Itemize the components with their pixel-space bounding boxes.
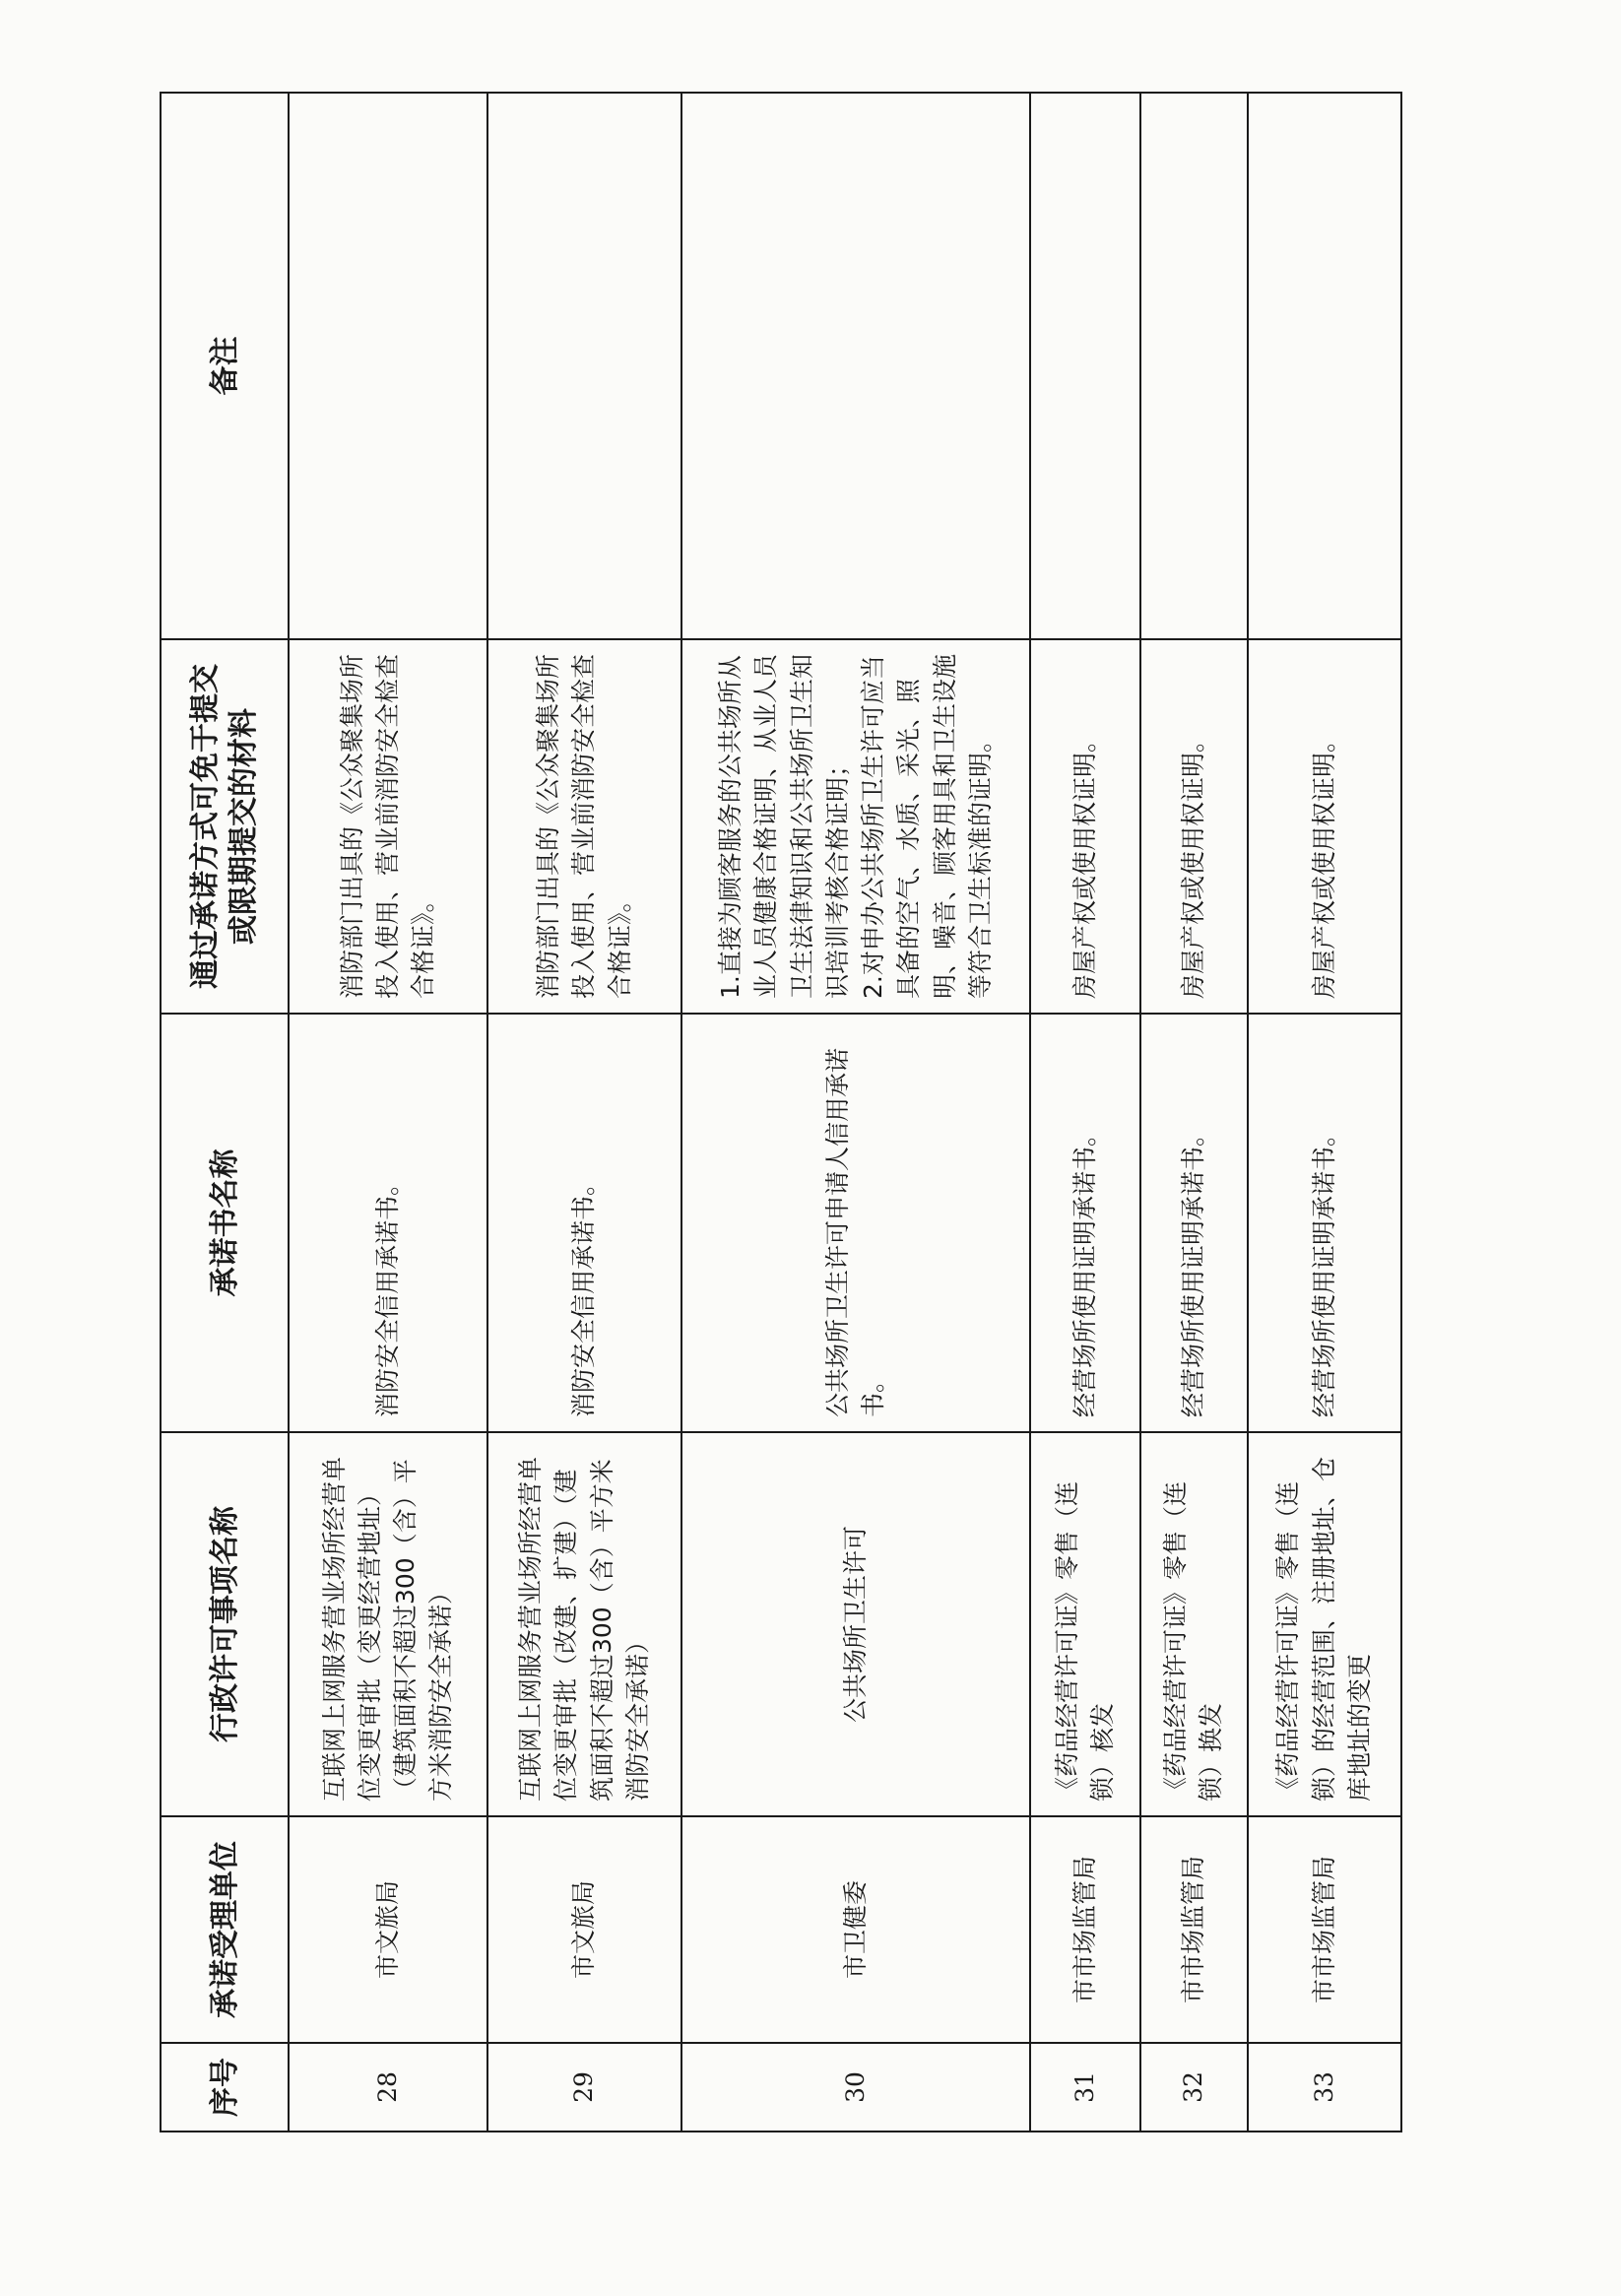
row-remarks xyxy=(1140,93,1248,639)
row-item: 互联网上网服务营业场所经营单位变更审批（变更经营地址）（建筑面积不超过300（含）平方米消防安全承诺） xyxy=(289,1432,487,1816)
row-unit: 市市场监管局 xyxy=(1030,1816,1140,2043)
row-pledge: 消防安全信用承诺书。 xyxy=(289,1014,487,1432)
row-materials xyxy=(681,639,1030,1014)
row-materials xyxy=(1140,639,1248,1014)
table-row xyxy=(1248,93,1401,2132)
row-remarks xyxy=(1030,93,1140,639)
row-remarks xyxy=(487,93,681,639)
row-seq: 29 xyxy=(487,2043,681,2132)
material-line: 消防部门出具的《公众聚集场所投入使用、营业前消防安全检查合格证》。 xyxy=(337,653,438,999)
row-seq: 31 xyxy=(1030,2043,1140,2132)
row-pledge: 消防安全信用承诺书。 xyxy=(487,1014,681,1432)
row-unit: 市卫健委 xyxy=(681,1816,1030,2043)
material-line: 房屋产权或使用权证明。 xyxy=(1309,727,1338,999)
row-unit: 市市场监管局 xyxy=(1140,1816,1248,2043)
material-line: 房屋产权或使用权证明。 xyxy=(1070,727,1100,999)
header-unit: 承诺受理单位 xyxy=(161,1816,289,2043)
row-materials xyxy=(1248,639,1401,1014)
row-item: 互联网上网服务营业场所经营单位变更审批（改建、扩建）（建筑面积不超过300（含）平方米消防安全承诺） xyxy=(487,1432,681,1816)
row-remarks xyxy=(289,93,487,639)
header-remarks: 备注 xyxy=(161,93,289,639)
row-remarks xyxy=(681,93,1030,639)
header-item: 行政许可事项名称 xyxy=(161,1432,289,1816)
table-row xyxy=(289,93,487,2132)
row-seq: 32 xyxy=(1140,2043,1248,2132)
row-pledge: 经营场所使用证明承诺书。 xyxy=(1140,1014,1248,1432)
row-pledge: 公共场所卫生许可申请人信用承诺书。 xyxy=(681,1014,1030,1432)
table-row xyxy=(681,93,1030,2132)
row-pledge: 经营场所使用证明承诺书。 xyxy=(1248,1014,1401,1432)
row-unit: 市文旅局 xyxy=(289,1816,487,2043)
row-materials xyxy=(487,639,681,1014)
row-item: 《药品经营许可证》零售（连锁）的经营范围、注册地址、仓库地址的变更 xyxy=(1248,1432,1401,1816)
row-remarks xyxy=(1248,93,1401,639)
header-pledge: 承诺书名称 xyxy=(161,1014,289,1432)
row-seq: 33 xyxy=(1248,2043,1401,2132)
material-line: 消防部门出具的《公众聚集场所投入使用、营业前消防安全检查合格证》。 xyxy=(534,653,634,999)
material-line: 房屋产权或使用权证明。 xyxy=(1179,727,1208,999)
row-materials xyxy=(1030,639,1140,1014)
header-row xyxy=(161,93,289,2132)
header-materials: 通过承诺方式可免于提交或限期提交的材料 xyxy=(161,639,289,1014)
row-seq: 30 xyxy=(681,2043,1030,2132)
commitment-table xyxy=(160,92,1402,2132)
material-line: 2.对申办公共场所卫生许可应当具备的空气、水质、采光、照明、噪音、顾客用具和卫生设施等符合卫生标准的证明。 xyxy=(859,653,995,999)
row-unit: 市市场监管局 xyxy=(1248,1816,1401,2043)
row-item: 公共场所卫生许可 xyxy=(681,1432,1030,1816)
header-seq: 序号 xyxy=(161,2043,289,2132)
row-item: 《药品经营许可证》零售（连锁）核发 xyxy=(1030,1432,1140,1816)
material-line: 1.直接为顾客服务的公共场所从业人员健康合格证明、从业人员卫生法律知识和公共场所卫生知识培训考核合格证明； xyxy=(716,653,852,999)
row-pledge: 经营场所使用证明承诺书。 xyxy=(1030,1014,1140,1432)
table-row xyxy=(487,93,681,2132)
row-unit: 市文旅局 xyxy=(487,1816,681,2043)
row-materials xyxy=(289,639,487,1014)
row-seq: 28 xyxy=(289,2043,487,2132)
row-item: 《药品经营许可证》零售（连锁）换发 xyxy=(1140,1432,1248,1816)
table-row xyxy=(1140,93,1248,2132)
rotated-page xyxy=(160,94,1402,2132)
table-row xyxy=(1030,93,1140,2132)
